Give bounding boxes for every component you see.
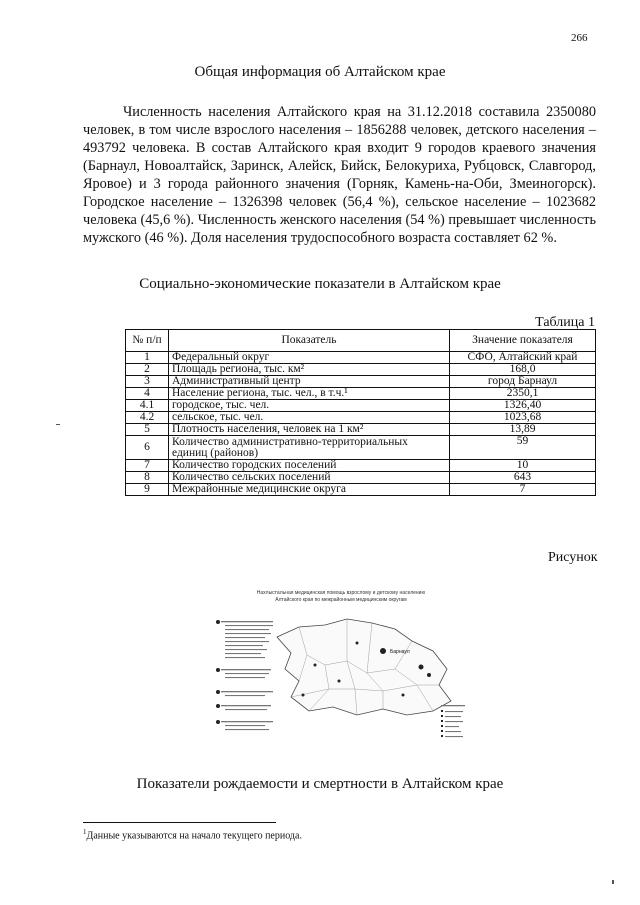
table-row (126, 376, 596, 388)
table-row (126, 472, 596, 484)
row-name: Площадь региона, тыс. км² (169, 364, 450, 376)
row-name: городское, тыс. чел. (169, 400, 450, 412)
row-value: город Барнаул (450, 376, 596, 388)
table-row (126, 460, 596, 472)
row-num: 3 (126, 376, 169, 388)
row-num: 7 (126, 460, 169, 472)
map-title-line-1: Нахлыстальная медицинская помощь взрослому и детскому населению (256, 590, 426, 596)
page-number: 266 (571, 32, 588, 44)
map-figure (207, 585, 475, 747)
table-row (126, 484, 596, 496)
header-num: № п/п (126, 330, 169, 352)
region-map-image (207, 585, 475, 747)
header-indicator: Показатель (169, 330, 450, 352)
section-title-2: Показатели рождаемости и смертности в Алтайском крае (136, 776, 504, 792)
row-name: Административный центр (169, 376, 450, 388)
scan-mark (612, 880, 614, 884)
row-name: Количество административно-территориальных единиц (районов) (169, 436, 450, 460)
row-value: 59 (450, 436, 596, 460)
section-title: Социально-экономические показатели в Алтайском крае (139, 276, 501, 292)
header-value: Значение показателя (450, 330, 596, 352)
row-value: 2350,1 (450, 388, 596, 400)
footnote-text: Данные указываются на начало текущего периода. (86, 830, 302, 842)
row-name: Федеральный округ (169, 352, 450, 364)
row-name: сельское, тыс. чел. (169, 412, 450, 424)
map-title-line-2: Алтайского края по межрайонным медицинским округам (275, 597, 407, 603)
footnote-divider (83, 822, 276, 823)
row-value: 643 (450, 472, 596, 484)
indicators-table (125, 329, 596, 496)
table-header-row (126, 330, 596, 352)
row-num: 5 (126, 424, 169, 436)
row-name: Межрайонные медицинские округа (169, 484, 450, 496)
row-value: 7 (450, 484, 596, 496)
row-value: 1326,40 (450, 400, 596, 412)
intro-paragraph: Численность населения Алтайского края на 31.12.2018 составила 2350080 человек, в том числе взрослого населения – 1856288 человек, детского населения – 493792 человека. В состав Алтайского края входит 9 городов краевого значения (Барнаул, Новоалтайск, Заринск, Алейск, Бийск, Белокуриха, Рубцовск, Славгород, Яровое) и 3 города районного значения (Горняк, Камень-на-Оби, Змеиногорск). Городское население – 1326398 человек (56,4 %), сельское население – 1023682 человека (45,6 %). Численность женского населения (54 %) превышает численность мужского (46 %). Доля населения трудоспособного возраста составляет 62 %. (83, 104, 596, 246)
row-name: Население региона, тыс. чел., в т.ч.¹ (169, 388, 450, 400)
document-title: Общая информация об Алтайском крае (194, 64, 446, 80)
table-label: Таблица 1 (535, 315, 595, 330)
row-name: Количество сельских поселений (169, 472, 450, 484)
row-num: 9 (126, 484, 169, 496)
footnote (83, 828, 302, 841)
row-num: 4 (126, 388, 169, 400)
row-num: 1 (126, 352, 169, 364)
row-num: 8 (126, 472, 169, 484)
table-row (126, 388, 596, 400)
map-city-label: Барнаул (390, 649, 410, 655)
table-row (126, 436, 596, 460)
scan-mark (56, 424, 60, 425)
table-row (126, 400, 596, 412)
figure-label: Рисунок (548, 550, 598, 565)
row-name: Плотность населения, человек на 1 км² (169, 424, 450, 436)
footnote-marker: 1 (83, 828, 87, 836)
row-name: Количество городских поселений (169, 460, 450, 472)
row-value: 13,89 (450, 424, 596, 436)
row-num: 4.1 (126, 400, 169, 412)
row-value: 168,0 (450, 364, 596, 376)
table-row (126, 352, 596, 364)
row-value: 1023,68 (450, 412, 596, 424)
row-num: 6 (126, 436, 169, 460)
table-row (126, 424, 596, 436)
row-num: 2 (126, 364, 169, 376)
row-num: 4.2 (126, 412, 169, 424)
table-row (126, 364, 596, 376)
row-value: 10 (450, 460, 596, 472)
table-row (126, 412, 596, 424)
row-value: СФО, Алтайский край (450, 352, 596, 364)
